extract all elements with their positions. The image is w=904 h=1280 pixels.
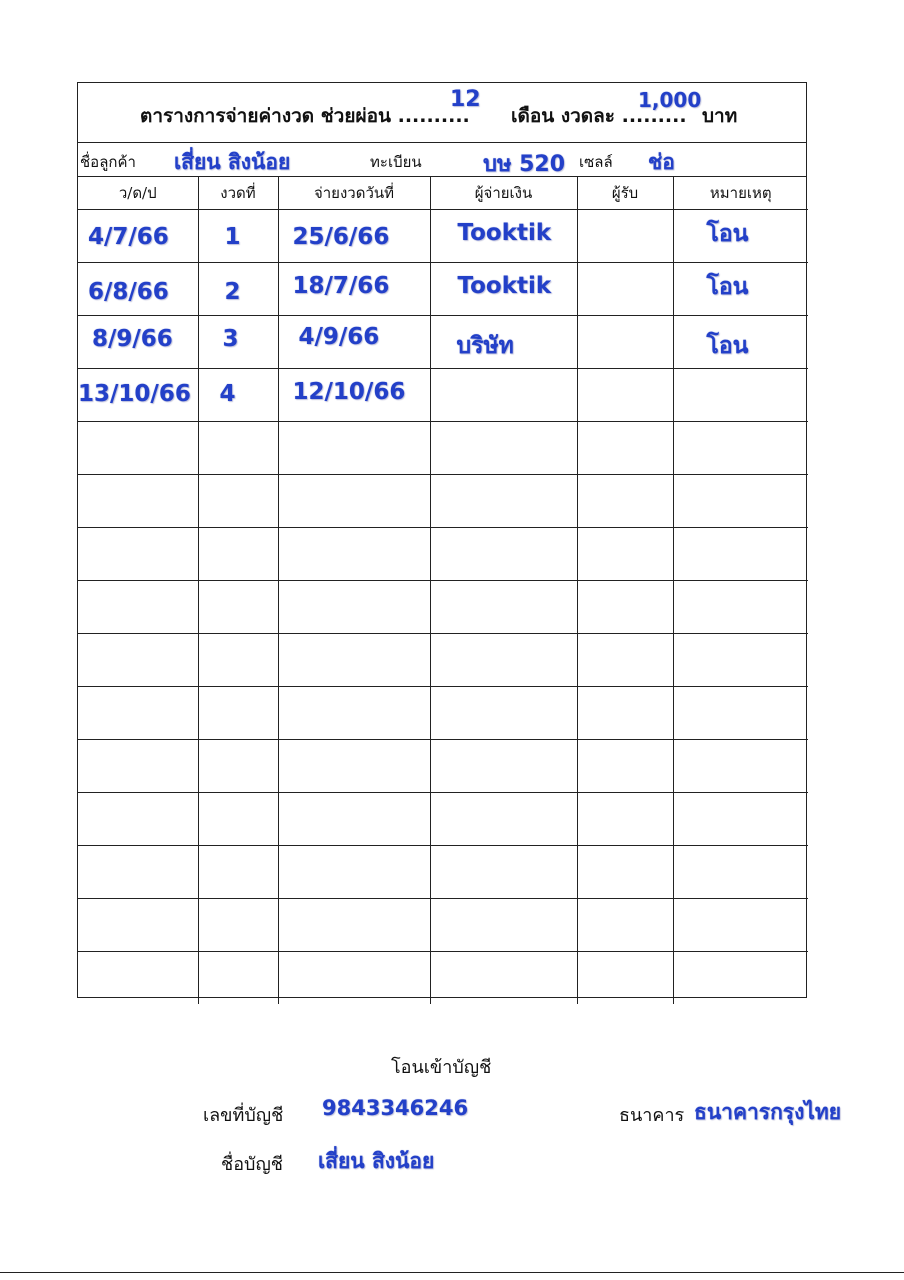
date-cell: 4/7/66 [78, 210, 198, 263]
customer-name-label: ชื่อลูกค้า [80, 153, 136, 171]
table-header [78, 177, 808, 210]
table-row [78, 793, 808, 846]
title-text-3: บาท [702, 105, 738, 127]
plate-label: ทะเบียน [370, 153, 422, 171]
header-installment-no: งวดที่ [198, 177, 278, 210]
form-title [78, 83, 806, 143]
header-date: ว/ด/ป [78, 177, 198, 210]
date-cell: 6/8/66 [78, 263, 198, 316]
table-row [78, 316, 808, 369]
receiver-cell [577, 316, 673, 369]
months-value: 12 [450, 87, 481, 112]
transfer-heading: โอนเข้าบัญชี [391, 1057, 492, 1078]
table-row [78, 687, 808, 740]
paid-date-cell: 4/9/66 [278, 316, 430, 369]
table-row [78, 210, 808, 263]
payer-cell [430, 369, 577, 422]
header-payer: ผู้จ่ายเงิน [430, 177, 577, 210]
table-row [78, 899, 808, 952]
paid-date-cell: 18/7/66 [278, 263, 430, 316]
installment-no-cell: 2 [198, 263, 278, 316]
note-cell [673, 369, 808, 422]
customer-row [78, 143, 806, 177]
account-name-label: ชื่อบัญชี [221, 1154, 284, 1175]
bank-label: ธนาคาร [619, 1105, 685, 1126]
table-row [78, 740, 808, 793]
page-bottom-rule [0, 1272, 904, 1273]
transfer-info [0, 1000, 904, 1200]
account-no-value: 9843346246 [322, 1096, 469, 1120]
plate-value: บษ 520 [483, 152, 566, 177]
receiver-cell [577, 210, 673, 263]
paid-date-cell: 12/10/66 [278, 369, 430, 422]
table-row [78, 634, 808, 687]
payer-cell: บริษัท [430, 316, 577, 369]
note-cell: โอน [673, 210, 808, 263]
installment-form [77, 82, 807, 998]
installment-value: 1,000 [638, 88, 702, 112]
date-cell: 8/9/66 [78, 316, 198, 369]
header-paid-date: จ่ายงวดวันที่ [278, 177, 430, 210]
customer-name-value: เสี่ยน สิงน้อย [174, 150, 291, 174]
table-row [78, 475, 808, 528]
header-note: หมายเหตุ [673, 177, 808, 210]
table-row [78, 952, 808, 1005]
sale-label: เซลล์ [579, 153, 613, 171]
installment-no-cell: 4 [198, 369, 278, 422]
table-row [78, 369, 808, 422]
table-row [78, 422, 808, 475]
receiver-cell [577, 369, 673, 422]
date-cell: 13/10/66 [78, 369, 198, 422]
payment-table [78, 177, 808, 1004]
installment-no-cell: 3 [198, 316, 278, 369]
table-row [78, 846, 808, 899]
bank-value: ธนาคารกรุงไทย [694, 1100, 842, 1124]
title-text-2: เดือน งวดละ ......... [511, 105, 687, 127]
header-receiver: ผู้รับ [577, 177, 673, 210]
paid-date-cell: 25/6/66 [278, 210, 430, 263]
table-row [78, 528, 808, 581]
payer-cell: Tooktik [430, 263, 577, 316]
note-cell: โอน [673, 263, 808, 316]
installment-no-cell: 1 [198, 210, 278, 263]
account-no-label: เลขที่บัญชี [203, 1105, 284, 1126]
title-text-1: ตารางการจ่ายค่างวด ช่วยผ่อน .......... [140, 105, 470, 127]
sale-value: ช่อ [648, 150, 675, 174]
table-row [78, 263, 808, 316]
receiver-cell [577, 263, 673, 316]
payer-cell: Tooktik [430, 210, 577, 263]
note-cell: โอน [673, 316, 808, 369]
table-row [78, 581, 808, 634]
account-name-value: เสี่ยน สิงน้อย [318, 1149, 435, 1173]
